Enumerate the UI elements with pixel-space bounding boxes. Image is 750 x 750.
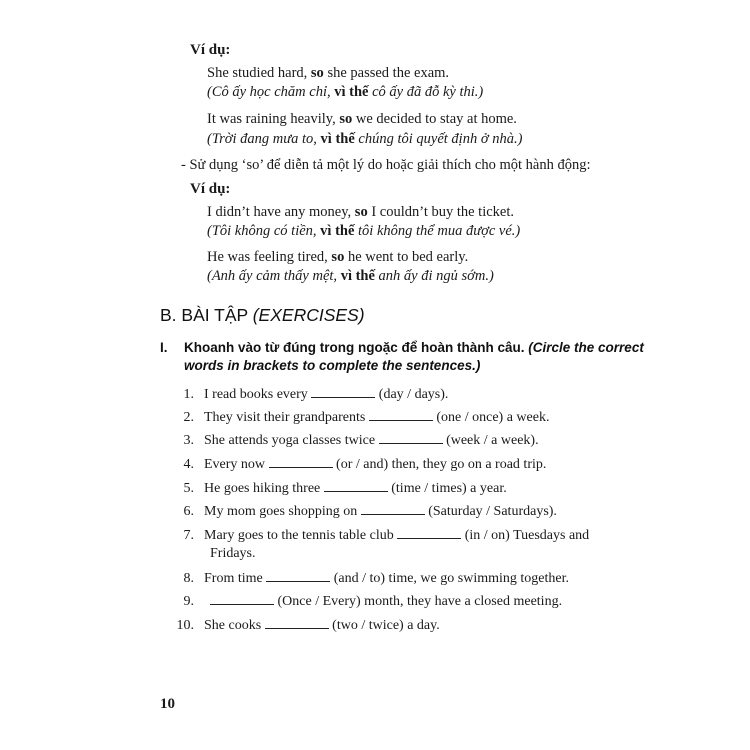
section-title bbox=[160, 305, 365, 326]
text: (Trời đang mưa to, bbox=[207, 131, 321, 147]
question-options: (two / twice) a day. bbox=[328, 618, 440, 633]
section-title-italic: (EXERCISES) bbox=[252, 305, 365, 325]
question-options: (time / times) a year. bbox=[387, 481, 507, 496]
question-text: From time bbox=[204, 571, 267, 586]
question-options: (or / and) then, they go on a road trip. bbox=[332, 457, 547, 472]
answer-blank[interactable] bbox=[369, 409, 433, 421]
question-item bbox=[172, 480, 507, 497]
question-text: She cooks bbox=[204, 618, 265, 633]
instruction-vi: Khoanh vào từ đúng trong ngoặc để hoàn thành câu. bbox=[184, 340, 529, 355]
text: I didn’t have any money, bbox=[207, 204, 355, 220]
text: anh ấy đi ngủ sớm.) bbox=[374, 268, 494, 284]
question-number: 4. bbox=[183, 457, 194, 472]
example-sentence-en bbox=[207, 111, 517, 128]
section-title-text: B. BÀI TẬP bbox=[160, 305, 253, 325]
question-text: Mary goes to the tennis table club bbox=[204, 528, 398, 543]
text: chúng tôi quyết định ở nhà.) bbox=[354, 131, 523, 147]
example-sentence-vi bbox=[207, 84, 483, 101]
question-item bbox=[172, 617, 440, 634]
instruction-en: (Circle the correct bbox=[528, 340, 644, 355]
question-text: I read books every bbox=[204, 387, 312, 402]
answer-blank[interactable] bbox=[210, 593, 274, 605]
text: She studied hard, bbox=[207, 65, 311, 81]
text: (Cô ấy học chăm chỉ, bbox=[207, 84, 335, 100]
question-number: 7. bbox=[183, 528, 194, 543]
question-continuation: Fridays. bbox=[210, 546, 256, 561]
question-options: (Saturday / Saturdays). bbox=[424, 504, 557, 519]
question-item bbox=[172, 503, 557, 520]
question-item bbox=[172, 409, 549, 426]
example-label: Ví dụ: bbox=[190, 181, 231, 197]
keyword-vi-the: vì thế bbox=[334, 84, 369, 100]
text: (Anh ấy cảm thấy mệt, bbox=[207, 268, 341, 284]
answer-blank[interactable] bbox=[397, 527, 461, 539]
example-sentence-en bbox=[207, 249, 468, 266]
text: It was raining heavily, bbox=[207, 111, 340, 127]
question-item bbox=[172, 593, 562, 610]
text: (Tôi không có tiền, bbox=[207, 223, 321, 239]
answer-blank[interactable] bbox=[324, 480, 388, 492]
rule-bullet: - Sử dụng ‘so’ để diễn tả một lý do hoặc giải thích cho một hành động: bbox=[181, 157, 591, 173]
keyword-so: so bbox=[310, 65, 324, 81]
text: I couldn’t buy the ticket. bbox=[367, 204, 515, 220]
answer-blank[interactable] bbox=[266, 570, 330, 582]
question-text: He goes hiking three bbox=[204, 481, 324, 496]
question-item bbox=[172, 527, 589, 544]
instruction-en-cont: words in brackets to complete the sentences.) bbox=[184, 358, 481, 373]
question-options: (and / to) time, we go swimming together. bbox=[330, 571, 569, 586]
question-number: 9. bbox=[183, 594, 194, 609]
exercise-number: I. bbox=[160, 340, 168, 355]
text: He was feeling tired, bbox=[207, 249, 332, 265]
example-sentence-vi bbox=[207, 268, 494, 285]
question-item bbox=[172, 386, 448, 403]
keyword-vi-the: vì thế bbox=[320, 131, 355, 147]
answer-blank[interactable] bbox=[361, 503, 425, 515]
example-label: Ví dụ: bbox=[190, 42, 231, 58]
question-item bbox=[172, 432, 539, 449]
example-sentence-vi bbox=[207, 223, 520, 240]
question-item bbox=[172, 456, 546, 473]
question-options: (one / once) a week. bbox=[432, 410, 550, 425]
text: he went to bed early. bbox=[344, 249, 469, 265]
question-text: She attends yoga classes twice bbox=[204, 433, 379, 448]
question-options: (week / a week). bbox=[442, 433, 539, 448]
keyword-so: so bbox=[331, 249, 345, 265]
answer-blank[interactable] bbox=[311, 386, 375, 398]
keyword-so: so bbox=[339, 111, 353, 127]
text: she passed the exam. bbox=[323, 65, 450, 81]
question-text: My mom goes shopping on bbox=[204, 504, 361, 519]
page-number: 10 bbox=[160, 696, 175, 712]
example-sentence-en bbox=[207, 204, 514, 221]
question-item bbox=[172, 570, 569, 587]
question-options: (Once / Every) month, they have a closed meeting. bbox=[274, 594, 563, 609]
text: cô ấy đã đỗ kỳ thi.) bbox=[368, 84, 484, 100]
exercise-instruction bbox=[184, 340, 644, 355]
text: tôi không thể mua được vé.) bbox=[354, 223, 521, 239]
question-number: 10. bbox=[176, 618, 194, 633]
question-options: (in / on) Tuesdays and bbox=[461, 528, 590, 543]
question-text: Every now bbox=[204, 457, 269, 472]
text: we decided to stay at home. bbox=[352, 111, 517, 127]
keyword-vi-the: vì thế bbox=[340, 268, 375, 284]
question-options: (day / days). bbox=[375, 387, 449, 402]
keyword-vi-the: vì thế bbox=[320, 223, 355, 239]
question-number: 8. bbox=[183, 571, 194, 586]
question-text: They visit their grandparents bbox=[204, 410, 369, 425]
question-number: 2. bbox=[183, 410, 194, 425]
answer-blank[interactable] bbox=[379, 432, 443, 444]
example-sentence-vi bbox=[207, 131, 522, 148]
question-number: 5. bbox=[183, 481, 194, 496]
answer-blank[interactable] bbox=[269, 456, 333, 468]
question-number: 1. bbox=[183, 387, 194, 402]
question-number: 6. bbox=[183, 504, 194, 519]
example-sentence-en bbox=[207, 65, 449, 82]
keyword-so: so bbox=[354, 204, 368, 220]
answer-blank[interactable] bbox=[265, 617, 329, 629]
question-number: 3. bbox=[183, 433, 194, 448]
